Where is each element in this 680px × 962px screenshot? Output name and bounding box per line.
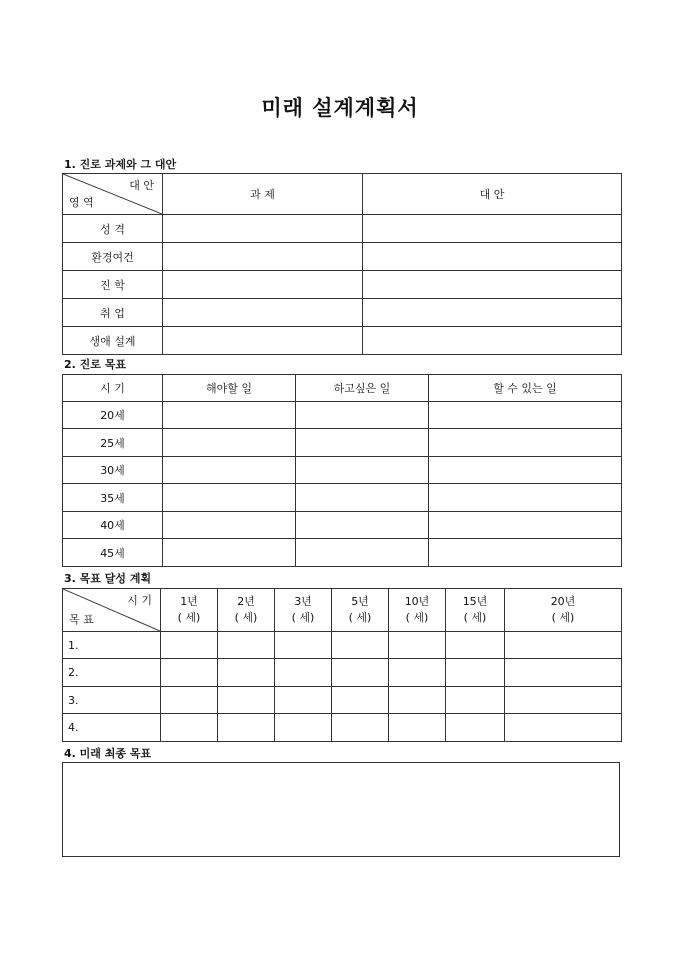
goal-cell[interactable] — [163, 512, 296, 539]
section1-heading: 1. 진로 과제와 그 대안 — [64, 158, 177, 171]
age-placeholder: ( 세) — [463, 611, 487, 624]
plan-cell[interactable] — [332, 687, 389, 714]
goal-cell[interactable] — [429, 484, 622, 512]
row-label: 환경여건 — [63, 243, 163, 271]
period-label: 5년 — [351, 595, 369, 608]
period-header — [505, 589, 622, 632]
plan-cell[interactable] — [218, 632, 275, 659]
section3-table — [62, 588, 622, 742]
plan-cell[interactable] — [275, 714, 332, 742]
age-placeholder: ( 세) — [348, 611, 372, 624]
section3-heading: 3. 목표 달성 계획 — [64, 572, 152, 585]
row-label: 취 업 — [63, 299, 163, 327]
goal-cell[interactable] — [163, 402, 296, 429]
age-placeholder: ( 세) — [177, 611, 201, 624]
section2-table — [62, 374, 622, 567]
age-label: 30세 — [63, 457, 163, 484]
column-header-task: 과 제 — [163, 174, 363, 215]
plan-cell[interactable] — [161, 714, 218, 742]
task-cell[interactable] — [163, 271, 363, 299]
column-header-can-do: 할 수 있는 일 — [429, 375, 622, 402]
plan-cell[interactable] — [505, 714, 622, 742]
corner-top-label: 시 기 — [127, 594, 152, 607]
section1-table — [62, 173, 622, 355]
plan-cell[interactable] — [218, 659, 275, 687]
period-label: 20년 — [550, 595, 576, 608]
goal-cell[interactable] — [429, 402, 622, 429]
plan-cell[interactable] — [389, 714, 446, 742]
section1-corner-header — [63, 174, 163, 215]
goal-cell[interactable] — [429, 512, 622, 539]
plan-cell[interactable] — [161, 687, 218, 714]
plan-cell[interactable] — [505, 632, 622, 659]
goal-number: 2. — [63, 659, 161, 687]
goal-cell[interactable] — [163, 457, 296, 484]
column-header-period: 시 기 — [63, 375, 163, 402]
goal-cell[interactable] — [163, 484, 296, 512]
period-label: 1년 — [180, 595, 198, 608]
plan-cell[interactable] — [389, 632, 446, 659]
corner-bottom-label: 영 역 — [69, 196, 94, 209]
section3-corner-header — [63, 589, 161, 632]
goal-cell[interactable] — [296, 457, 429, 484]
period-header — [275, 589, 332, 632]
plan-cell[interactable] — [218, 714, 275, 742]
age-label: 35세 — [63, 484, 163, 512]
period-label: 10년 — [404, 595, 430, 608]
task-cell[interactable] — [163, 215, 363, 243]
plan-cell[interactable] — [275, 632, 332, 659]
period-header — [218, 589, 275, 632]
age-label: 40세 — [63, 512, 163, 539]
goal-number: 1. — [63, 632, 161, 659]
goal-number: 4. — [63, 714, 161, 742]
alternative-cell[interactable] — [363, 327, 622, 355]
column-header-must-do: 해야할 일 — [163, 375, 296, 402]
plan-cell[interactable] — [446, 632, 505, 659]
age-label: 25세 — [63, 429, 163, 457]
alternative-cell[interactable] — [363, 271, 622, 299]
plan-cell[interactable] — [275, 659, 332, 687]
row-label: 진 학 — [63, 271, 163, 299]
period-label: 3년 — [294, 595, 312, 608]
plan-cell[interactable] — [446, 714, 505, 742]
section4-heading: 4. 미래 최종 목표 — [64, 747, 152, 760]
age-placeholder: ( 세) — [405, 611, 429, 624]
goal-cell[interactable] — [429, 429, 622, 457]
corner-bottom-label: 목 표 — [69, 613, 94, 626]
plan-cell[interactable] — [332, 659, 389, 687]
row-label: 성 격 — [63, 215, 163, 243]
goal-cell[interactable] — [429, 539, 622, 567]
alternative-cell[interactable] — [363, 243, 622, 271]
plan-cell[interactable] — [218, 687, 275, 714]
plan-cell[interactable] — [332, 714, 389, 742]
plan-cell[interactable] — [275, 687, 332, 714]
alternative-cell[interactable] — [363, 215, 622, 243]
task-cell[interactable] — [163, 243, 363, 271]
goal-number: 3. — [63, 687, 161, 714]
column-header-want-to-do: 하고싶은 일 — [296, 375, 429, 402]
plan-cell[interactable] — [446, 659, 505, 687]
final-goal-box[interactable] — [62, 762, 620, 857]
section2-heading: 2. 진로 목표 — [64, 358, 126, 371]
plan-cell[interactable] — [332, 632, 389, 659]
page-title: 미래 설계계획서 — [261, 96, 419, 120]
goal-cell[interactable] — [296, 484, 429, 512]
period-header — [389, 589, 446, 632]
age-label: 20세 — [63, 402, 163, 429]
period-header — [332, 589, 389, 632]
row-label: 생애 설계 — [63, 327, 163, 355]
plan-cell[interactable] — [505, 659, 622, 687]
period-label: 2년 — [237, 595, 255, 608]
corner-top-label: 대 안 — [129, 179, 154, 192]
plan-cell[interactable] — [389, 687, 446, 714]
period-label: 15년 — [462, 595, 488, 608]
age-label: 45세 — [63, 539, 163, 567]
plan-cell[interactable] — [161, 659, 218, 687]
age-placeholder: ( 세) — [234, 611, 258, 624]
alternative-cell[interactable] — [363, 299, 622, 327]
goal-cell[interactable] — [163, 539, 296, 567]
age-placeholder: ( 세) — [551, 611, 575, 624]
plan-cell[interactable] — [446, 687, 505, 714]
age-placeholder: ( 세) — [291, 611, 315, 624]
plan-cell[interactable] — [161, 632, 218, 659]
goal-cell[interactable] — [296, 402, 429, 429]
period-header — [446, 589, 505, 632]
goal-cell[interactable] — [296, 539, 429, 567]
plan-cell[interactable] — [389, 659, 446, 687]
plan-cell[interactable] — [505, 687, 622, 714]
goal-cell[interactable] — [163, 429, 296, 457]
goal-cell[interactable] — [429, 457, 622, 484]
period-header — [161, 589, 218, 632]
goal-cell[interactable] — [296, 429, 429, 457]
task-cell[interactable] — [163, 299, 363, 327]
task-cell[interactable] — [163, 327, 363, 355]
goal-cell[interactable] — [296, 512, 429, 539]
column-header-alternative: 대 안 — [363, 174, 622, 215]
